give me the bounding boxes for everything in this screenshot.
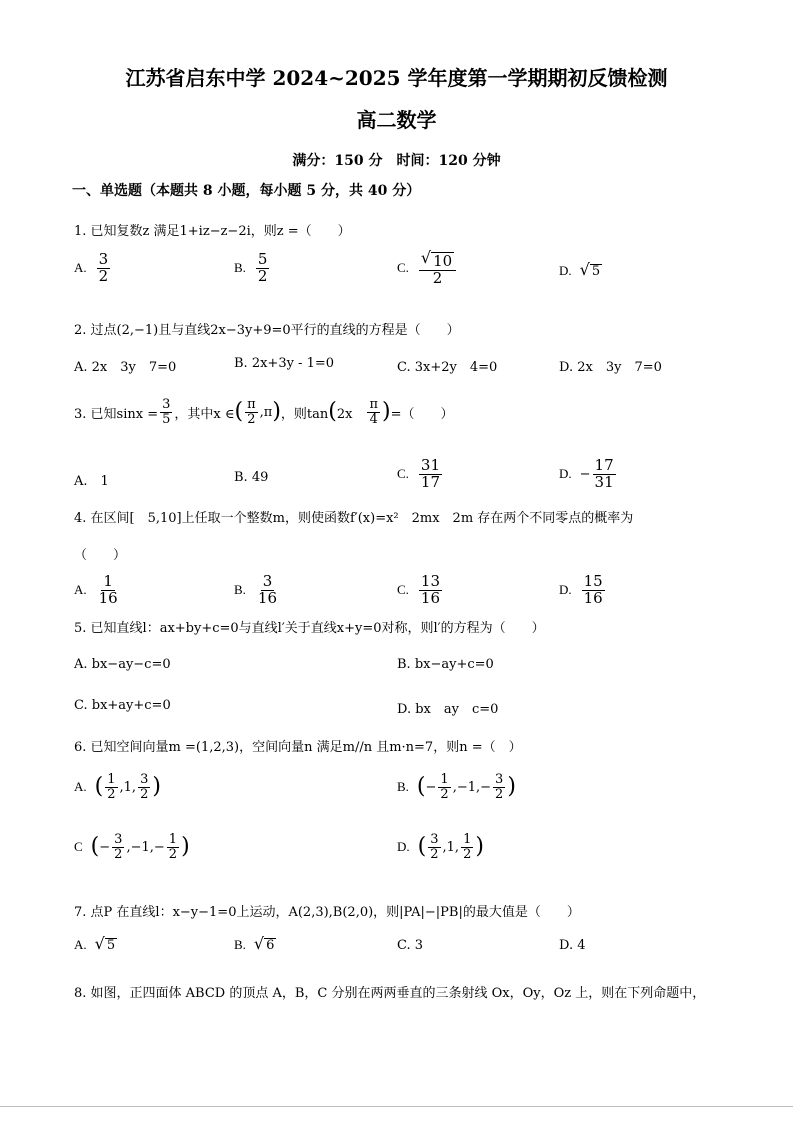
- stem-text: 2x: [336, 406, 366, 422]
- fraction: [493, 773, 505, 801]
- sqrt: √ 6: [253, 934, 275, 953]
- numerator: π: [247, 397, 256, 412]
- fraction: [367, 398, 380, 426]
- exam-info: 满分：150 分 时间：120 分钟: [292, 153, 501, 169]
- q1-option-b[interactable]: [234, 252, 271, 285]
- fraction: [256, 252, 270, 285]
- denominator: 16: [257, 588, 278, 607]
- numerator: 5: [257, 250, 268, 268]
- question-1-stem: 1. 已知复数z 满足1+iz−z−2i，则z =（ ）: [74, 224, 351, 239]
- fraction: [112, 833, 124, 861]
- denominator: 16: [98, 588, 118, 607]
- option-label: A.: [74, 260, 87, 276]
- fraction: [428, 833, 440, 861]
- numerator: 17: [594, 456, 614, 474]
- q2-option-a[interactable]: A. 2x 3y 7=0: [74, 360, 177, 375]
- q4-option-a[interactable]: [74, 574, 122, 607]
- vector-middle: ,1,: [119, 779, 137, 795]
- numerator: 13: [420, 572, 441, 590]
- numerator: 1: [107, 772, 116, 787]
- q2-option-b[interactable]: B. 2x+3y - 1=0: [234, 356, 335, 371]
- numerator: 15: [583, 572, 603, 590]
- denominator: 2: [247, 411, 256, 427]
- denominator: 2: [463, 846, 472, 862]
- fraction: [160, 398, 172, 426]
- denominator: 2: [440, 786, 449, 802]
- section-heading: 一、单选题（本题共 8 小题，每小题 5 分，共 40 分）: [72, 183, 421, 199]
- q7-option-d[interactable]: D. 4: [559, 938, 586, 953]
- fraction: [97, 252, 111, 285]
- numerator: 3: [140, 772, 149, 787]
- option-label: C.: [397, 260, 409, 276]
- q5-option-b[interactable]: B. bx−ay+c=0: [397, 657, 494, 672]
- fraction: [419, 458, 442, 491]
- option-label: B.: [397, 779, 409, 795]
- q3-option-c[interactable]: [397, 458, 444, 491]
- numerator: 1: [440, 772, 449, 787]
- vector-middle: ,−1,−: [126, 839, 165, 855]
- q3-option-b[interactable]: B. 49: [234, 470, 269, 485]
- fraction: [167, 833, 179, 861]
- option-label: D.: [397, 839, 410, 855]
- radicand: 5: [106, 938, 116, 953]
- exam-subject: 高二数学: [356, 108, 437, 132]
- numerator: 31: [420, 456, 441, 474]
- q1-option-a[interactable]: [74, 252, 112, 285]
- sqrt: √ 5: [94, 934, 116, 953]
- q7-option-b[interactable]: [234, 936, 276, 953]
- q3-option-d[interactable]: [559, 458, 618, 491]
- q2-option-c[interactable]: C. 3x+2y 4=0: [397, 360, 498, 375]
- numerator: 1: [168, 832, 178, 847]
- fraction: [97, 574, 120, 607]
- fraction: [582, 574, 605, 607]
- denominator: 2: [430, 846, 439, 862]
- fraction: [256, 574, 279, 607]
- option-label: B.: [234, 936, 246, 952]
- denominator: 2: [98, 266, 109, 285]
- q7-option-c[interactable]: C. 3: [397, 938, 424, 953]
- stem-text: ，则tan: [280, 406, 329, 422]
- minus-sign: −: [579, 466, 591, 482]
- fraction: [138, 773, 150, 801]
- question-4-stem: 4. 在区间[ 5,10]上任取一个整数m，则使函数f′(x)=x² 2mx 2m 存在两个不同零点的概率为: [74, 511, 634, 526]
- denominator: 4: [369, 411, 378, 427]
- stem-text: ，其中x ∈: [174, 406, 235, 422]
- denominator: 2: [257, 266, 268, 285]
- q6-option-a[interactable]: A. ( $\frac{1}{2}$ ,1, $\frac{3}{2}$ ): [74, 772, 161, 802]
- q4-option-c[interactable]: [397, 574, 444, 607]
- q6-option-d[interactable]: D. ( $\frac{3}{2}$ ,1, $\frac{1}{2}$ ): [397, 832, 484, 862]
- denominator: 16: [420, 588, 441, 607]
- q6-option-c[interactable]: C ( − $\frac{3}{2}$ ,−1,− $\frac{1}{2}$ ): [74, 832, 190, 862]
- exam-title: 江苏省启东中学 2024~2025 学年度第一学期期初反馈检测: [125, 66, 668, 90]
- q6-option-b[interactable]: B. ( − $\frac{1}{2}$ ,−1,− $\frac{3}{2}$ ): [397, 772, 516, 802]
- option-label: C.: [397, 466, 409, 482]
- option-label: C.: [397, 582, 409, 598]
- vector-middle: ,1,: [442, 839, 460, 855]
- numerator: 1: [463, 832, 472, 847]
- question-8-stem: 8. 如图，正四面体 ABCD 的顶点 A，B，C 分别在两两垂直的三条射线 Ox，Oy，Oz 上，则在下列命题中，: [74, 986, 706, 1001]
- radicand: 5: [591, 264, 601, 279]
- question-5-stem: 5. 已知直线l：ax+by+c=0与直线l′关于直线x+y=0对称，则l′的方程为（ ）: [74, 621, 545, 636]
- q5-option-d[interactable]: D. bx ay c=0: [397, 702, 499, 717]
- radicand: 10: [433, 252, 453, 270]
- question-4-stem-cont: （ ）: [74, 548, 127, 563]
- denominator: 16: [583, 588, 603, 607]
- denominator: 5: [162, 411, 171, 427]
- option-label: B.: [234, 582, 246, 598]
- numerator: 3: [430, 832, 439, 847]
- fraction: [419, 574, 442, 607]
- question-3-stem: 3. 已知sinx = $\frac{3}{5}$ ，其中x ∈ ( $\frac{\pi}{2}$ ,π ) ，则tan ( 2x $\frac{\pi}{4}$ ) =（ ）: [74, 397, 454, 427]
- option-label: D.: [559, 582, 572, 598]
- fraction: [593, 458, 616, 491]
- denominator: 2: [140, 786, 149, 802]
- denominator: 2: [107, 786, 116, 802]
- q5-option-c[interactable]: C. bx+ay+c=0: [74, 698, 171, 713]
- option-label: A.: [74, 779, 87, 795]
- denominator: 2: [495, 786, 504, 802]
- q2-option-d[interactable]: D. 2x 3y 7=0: [559, 360, 662, 375]
- q3-option-a[interactable]: A. 1: [74, 474, 109, 489]
- fraction: [105, 773, 117, 801]
- q4-option-b[interactable]: [234, 574, 281, 607]
- question-2-stem: 2. 过点(2,−1)且与直线2x−3y+9=0平行的直线的方程是（ ）: [74, 323, 460, 338]
- q1-option-c[interactable]: [397, 250, 458, 286]
- numerator: 3: [262, 572, 273, 590]
- denominator: 2: [168, 846, 178, 862]
- fraction: [438, 773, 450, 801]
- radicand: 6: [266, 938, 275, 953]
- page-bottom-divider: [0, 1106, 793, 1107]
- fraction: [245, 398, 258, 426]
- denominator: 2: [432, 268, 443, 287]
- option-label: A.: [74, 582, 87, 598]
- numerator: 3: [495, 772, 504, 787]
- vector-middle: ,−1,−: [452, 779, 492, 795]
- stem-text: =（ ）: [390, 406, 454, 422]
- q4-option-d[interactable]: [559, 574, 607, 607]
- question-6-stem: 6. 已知空间向量m =(1,2,3)，空间向量n 满足m//n 且m·n=7，则n =（ ）: [74, 740, 522, 755]
- sqrt: √ 5: [579, 260, 601, 279]
- stem-text: 3. 已知sinx =: [74, 406, 159, 422]
- numerator: π: [369, 397, 379, 412]
- question-7-stem: 7. 点P 在直线l：x−y−1=0上运动，A(2,3),B(2,0)，则|PA|−|PB|的最大值是（ ）: [74, 905, 580, 920]
- q5-option-a[interactable]: A. bx−ay−c=0: [74, 657, 171, 672]
- q1-option-d[interactable]: [559, 262, 602, 279]
- option-label: A.: [74, 936, 87, 952]
- option-label: C: [74, 839, 83, 855]
- option-label: D.: [559, 262, 572, 278]
- fraction: [461, 833, 473, 861]
- numerator: 1: [103, 572, 113, 590]
- denominator: 2: [114, 846, 123, 862]
- numerator: 3: [114, 832, 123, 847]
- denominator: 17: [420, 472, 441, 491]
- option-label: D.: [559, 466, 572, 482]
- numerator: 3: [98, 250, 109, 268]
- numerator: 3: [162, 397, 171, 412]
- q7-option-a[interactable]: [74, 936, 117, 953]
- numerator: √ 10: [419, 250, 456, 271]
- denominator: 31: [594, 472, 614, 491]
- fraction: [419, 250, 456, 286]
- stem-text: ,π: [259, 404, 273, 420]
- option-label: B.: [234, 260, 246, 276]
